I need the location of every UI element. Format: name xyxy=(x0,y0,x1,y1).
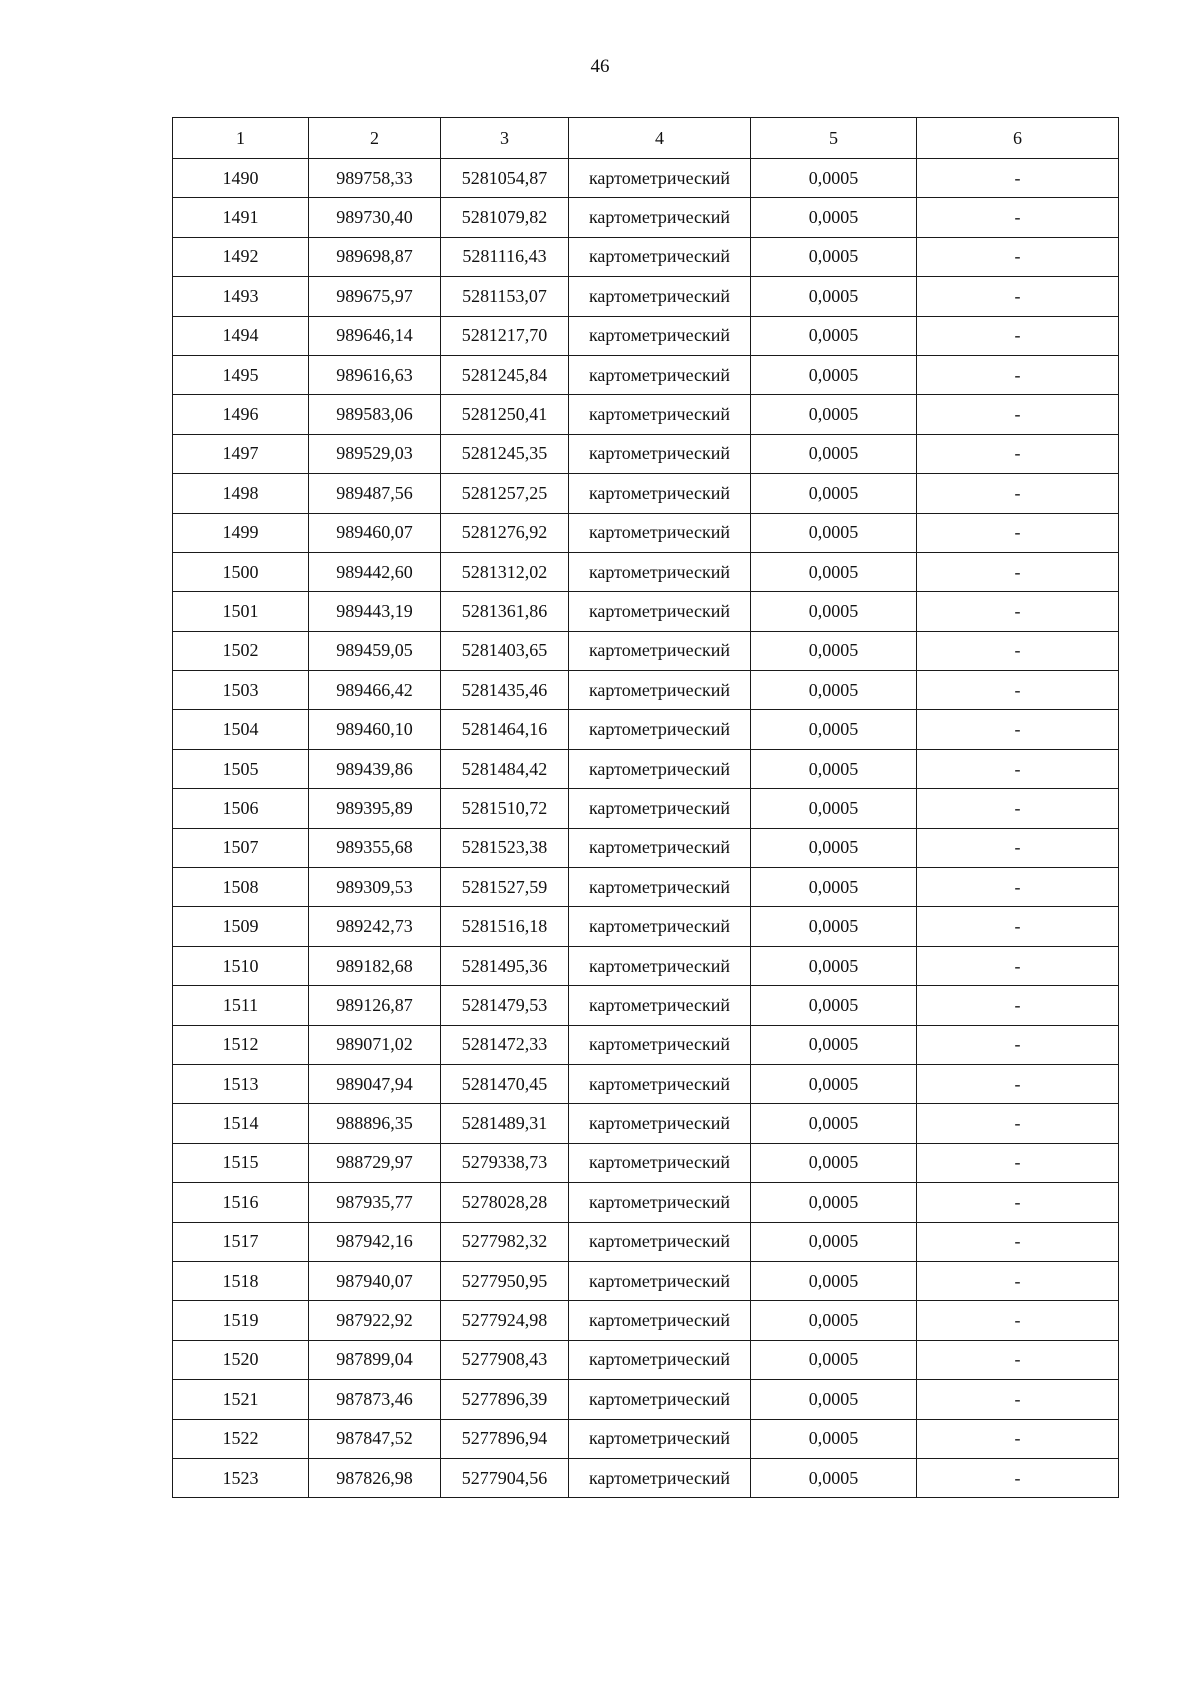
table-row xyxy=(173,1104,1119,1143)
accuracy-cell: 0,0005 xyxy=(751,1380,917,1419)
accuracy-cell: 0,0005 xyxy=(751,1064,917,1103)
accuracy-cell: 0,0005 xyxy=(751,671,917,710)
table-row xyxy=(173,1143,1119,1182)
table-row xyxy=(173,1025,1119,1064)
y-coordinate-cell: 5281217,70 xyxy=(441,316,569,355)
x-coordinate-cell: 989583,06 xyxy=(309,395,441,434)
x-coordinate-cell: 989460,10 xyxy=(309,710,441,749)
x-coordinate-cell: 989071,02 xyxy=(309,1025,441,1064)
coordinates-table xyxy=(172,117,1119,1498)
accuracy-cell: 0,0005 xyxy=(751,198,917,237)
point-number-cell: 1505 xyxy=(173,749,309,788)
x-coordinate-cell: 989616,63 xyxy=(309,355,441,394)
method-cell: картометрический xyxy=(569,159,751,198)
point-number-cell: 1503 xyxy=(173,671,309,710)
y-coordinate-cell: 5281250,41 xyxy=(441,395,569,434)
x-coordinate-cell: 989460,07 xyxy=(309,513,441,552)
point-number-cell: 1495 xyxy=(173,355,309,394)
table-row xyxy=(173,395,1119,434)
method-cell: картометрический xyxy=(569,316,751,355)
method-cell: картометрический xyxy=(569,1419,751,1458)
x-coordinate-cell: 989442,60 xyxy=(309,552,441,591)
table-row xyxy=(173,1380,1119,1419)
table-row xyxy=(173,1419,1119,1458)
point-number-cell: 1522 xyxy=(173,1419,309,1458)
method-cell: картометрический xyxy=(569,1301,751,1340)
y-coordinate-cell: 5281527,59 xyxy=(441,868,569,907)
note-cell: - xyxy=(917,671,1119,710)
point-number-cell: 1490 xyxy=(173,159,309,198)
point-number-cell: 1497 xyxy=(173,434,309,473)
y-coordinate-cell: 5277896,39 xyxy=(441,1380,569,1419)
y-coordinate-cell: 5281079,82 xyxy=(441,198,569,237)
x-coordinate-cell: 989646,14 xyxy=(309,316,441,355)
note-cell: - xyxy=(917,868,1119,907)
accuracy-cell: 0,0005 xyxy=(751,316,917,355)
table-row xyxy=(173,1222,1119,1261)
method-cell: картометрический xyxy=(569,513,751,552)
y-coordinate-cell: 5281361,86 xyxy=(441,592,569,631)
accuracy-cell: 0,0005 xyxy=(751,1104,917,1143)
method-cell: картометрический xyxy=(569,710,751,749)
note-cell: - xyxy=(917,237,1119,276)
point-number-cell: 1494 xyxy=(173,316,309,355)
point-number-cell: 1519 xyxy=(173,1301,309,1340)
y-coordinate-cell: 5278028,28 xyxy=(441,1183,569,1222)
y-coordinate-cell: 5281479,53 xyxy=(441,986,569,1025)
method-cell: картометрический xyxy=(569,1222,751,1261)
note-cell: - xyxy=(917,1222,1119,1261)
note-cell: - xyxy=(917,159,1119,198)
point-number-cell: 1504 xyxy=(173,710,309,749)
x-coordinate-cell: 987940,07 xyxy=(309,1261,441,1300)
x-coordinate-cell: 989466,42 xyxy=(309,671,441,710)
point-number-cell: 1515 xyxy=(173,1143,309,1182)
method-cell: картометрический xyxy=(569,198,751,237)
note-cell: - xyxy=(917,198,1119,237)
table-row xyxy=(173,592,1119,631)
x-coordinate-cell: 989675,97 xyxy=(309,277,441,316)
method-cell: картометрический xyxy=(569,434,751,473)
note-cell: - xyxy=(917,1143,1119,1182)
method-cell: картометрический xyxy=(569,1025,751,1064)
table-row xyxy=(173,1301,1119,1340)
note-cell: - xyxy=(917,1380,1119,1419)
table-row xyxy=(173,552,1119,591)
method-cell: картометрический xyxy=(569,828,751,867)
note-cell: - xyxy=(917,1458,1119,1497)
y-coordinate-cell: 5281245,35 xyxy=(441,434,569,473)
method-cell: картометрический xyxy=(569,237,751,276)
accuracy-cell: 0,0005 xyxy=(751,1222,917,1261)
point-number-cell: 1518 xyxy=(173,1261,309,1300)
table-row xyxy=(173,907,1119,946)
column-header: 4 xyxy=(569,118,751,159)
column-header: 6 xyxy=(917,118,1119,159)
table-row xyxy=(173,1064,1119,1103)
y-coordinate-cell: 5281523,38 xyxy=(441,828,569,867)
column-header: 5 xyxy=(751,118,917,159)
table-row xyxy=(173,749,1119,788)
x-coordinate-cell: 987899,04 xyxy=(309,1340,441,1379)
note-cell: - xyxy=(917,828,1119,867)
y-coordinate-cell: 5281484,42 xyxy=(441,749,569,788)
table-row xyxy=(173,671,1119,710)
accuracy-cell: 0,0005 xyxy=(751,434,917,473)
table-row xyxy=(173,986,1119,1025)
point-number-cell: 1498 xyxy=(173,474,309,513)
method-cell: картометрический xyxy=(569,1261,751,1300)
y-coordinate-cell: 5281116,43 xyxy=(441,237,569,276)
accuracy-cell: 0,0005 xyxy=(751,1458,917,1497)
method-cell: картометрический xyxy=(569,749,751,788)
accuracy-cell: 0,0005 xyxy=(751,1340,917,1379)
y-coordinate-cell: 5277924,98 xyxy=(441,1301,569,1340)
y-coordinate-cell: 5279338,73 xyxy=(441,1143,569,1182)
y-coordinate-cell: 5281472,33 xyxy=(441,1025,569,1064)
point-number-cell: 1513 xyxy=(173,1064,309,1103)
x-coordinate-cell: 987935,77 xyxy=(309,1183,441,1222)
point-number-cell: 1512 xyxy=(173,1025,309,1064)
y-coordinate-cell: 5281464,16 xyxy=(441,710,569,749)
note-cell: - xyxy=(917,1104,1119,1143)
point-number-cell: 1502 xyxy=(173,631,309,670)
point-number-cell: 1523 xyxy=(173,1458,309,1497)
page-number: 46 xyxy=(590,56,610,77)
y-coordinate-cell: 5281516,18 xyxy=(441,907,569,946)
accuracy-cell: 0,0005 xyxy=(751,159,917,198)
method-cell: картометрический xyxy=(569,1064,751,1103)
note-cell: - xyxy=(917,749,1119,788)
point-number-cell: 1499 xyxy=(173,513,309,552)
table-header-row xyxy=(173,118,1119,159)
x-coordinate-cell: 987847,52 xyxy=(309,1419,441,1458)
accuracy-cell: 0,0005 xyxy=(751,1183,917,1222)
table-row xyxy=(173,474,1119,513)
method-cell: картометрический xyxy=(569,868,751,907)
method-cell: картометрический xyxy=(569,1104,751,1143)
note-cell: - xyxy=(917,1261,1119,1300)
y-coordinate-cell: 5277904,56 xyxy=(441,1458,569,1497)
x-coordinate-cell: 989047,94 xyxy=(309,1064,441,1103)
method-cell: картометрический xyxy=(569,1380,751,1419)
x-coordinate-cell: 989395,89 xyxy=(309,789,441,828)
accuracy-cell: 0,0005 xyxy=(751,1301,917,1340)
y-coordinate-cell: 5281470,45 xyxy=(441,1064,569,1103)
x-coordinate-cell: 989355,68 xyxy=(309,828,441,867)
note-cell: - xyxy=(917,631,1119,670)
accuracy-cell: 0,0005 xyxy=(751,789,917,828)
note-cell: - xyxy=(917,513,1119,552)
note-cell: - xyxy=(917,1183,1119,1222)
table-row xyxy=(173,868,1119,907)
note-cell: - xyxy=(917,316,1119,355)
x-coordinate-cell: 989758,33 xyxy=(309,159,441,198)
y-coordinate-cell: 5281403,65 xyxy=(441,631,569,670)
point-number-cell: 1493 xyxy=(173,277,309,316)
table-row xyxy=(173,159,1119,198)
accuracy-cell: 0,0005 xyxy=(751,868,917,907)
method-cell: картометрический xyxy=(569,1143,751,1182)
y-coordinate-cell: 5281312,02 xyxy=(441,552,569,591)
method-cell: картометрический xyxy=(569,1458,751,1497)
x-coordinate-cell: 989529,03 xyxy=(309,434,441,473)
table-row xyxy=(173,277,1119,316)
accuracy-cell: 0,0005 xyxy=(751,592,917,631)
note-cell: - xyxy=(917,474,1119,513)
y-coordinate-cell: 5281054,87 xyxy=(441,159,569,198)
note-cell: - xyxy=(917,395,1119,434)
method-cell: картометрический xyxy=(569,355,751,394)
note-cell: - xyxy=(917,1301,1119,1340)
note-cell: - xyxy=(917,986,1119,1025)
point-number-cell: 1508 xyxy=(173,868,309,907)
point-number-cell: 1496 xyxy=(173,395,309,434)
x-coordinate-cell: 987922,92 xyxy=(309,1301,441,1340)
method-cell: картометрический xyxy=(569,395,751,434)
point-number-cell: 1500 xyxy=(173,552,309,591)
point-number-cell: 1510 xyxy=(173,946,309,985)
x-coordinate-cell: 988896,35 xyxy=(309,1104,441,1143)
y-coordinate-cell: 5281245,84 xyxy=(441,355,569,394)
accuracy-cell: 0,0005 xyxy=(751,277,917,316)
point-number-cell: 1506 xyxy=(173,789,309,828)
accuracy-cell: 0,0005 xyxy=(751,1025,917,1064)
note-cell: - xyxy=(917,710,1119,749)
accuracy-cell: 0,0005 xyxy=(751,237,917,276)
accuracy-cell: 0,0005 xyxy=(751,907,917,946)
point-number-cell: 1517 xyxy=(173,1222,309,1261)
table-row xyxy=(173,316,1119,355)
table-row xyxy=(173,789,1119,828)
point-number-cell: 1492 xyxy=(173,237,309,276)
accuracy-cell: 0,0005 xyxy=(751,1261,917,1300)
accuracy-cell: 0,0005 xyxy=(751,513,917,552)
y-coordinate-cell: 5281257,25 xyxy=(441,474,569,513)
y-coordinate-cell: 5277950,95 xyxy=(441,1261,569,1300)
note-cell: - xyxy=(917,1064,1119,1103)
y-coordinate-cell: 5281153,07 xyxy=(441,277,569,316)
table-row xyxy=(173,434,1119,473)
method-cell: картометрический xyxy=(569,946,751,985)
point-number-cell: 1520 xyxy=(173,1340,309,1379)
table-row xyxy=(173,237,1119,276)
note-cell: - xyxy=(917,907,1119,946)
note-cell: - xyxy=(917,355,1119,394)
method-cell: картометрический xyxy=(569,631,751,670)
column-header: 3 xyxy=(441,118,569,159)
accuracy-cell: 0,0005 xyxy=(751,552,917,591)
x-coordinate-cell: 989698,87 xyxy=(309,237,441,276)
table-row xyxy=(173,1458,1119,1497)
method-cell: картометрический xyxy=(569,592,751,631)
table-row xyxy=(173,710,1119,749)
accuracy-cell: 0,0005 xyxy=(751,395,917,434)
x-coordinate-cell: 989439,86 xyxy=(309,749,441,788)
table-row xyxy=(173,198,1119,237)
y-coordinate-cell: 5281276,92 xyxy=(441,513,569,552)
column-header: 2 xyxy=(309,118,441,159)
accuracy-cell: 0,0005 xyxy=(751,1143,917,1182)
accuracy-cell: 0,0005 xyxy=(751,946,917,985)
note-cell: - xyxy=(917,434,1119,473)
x-coordinate-cell: 989730,40 xyxy=(309,198,441,237)
x-coordinate-cell: 988729,97 xyxy=(309,1143,441,1182)
method-cell: картометрический xyxy=(569,1340,751,1379)
y-coordinate-cell: 5277908,43 xyxy=(441,1340,569,1379)
accuracy-cell: 0,0005 xyxy=(751,631,917,670)
note-cell: - xyxy=(917,1340,1119,1379)
y-coordinate-cell: 5281435,46 xyxy=(441,671,569,710)
table-row xyxy=(173,631,1119,670)
accuracy-cell: 0,0005 xyxy=(751,355,917,394)
point-number-cell: 1514 xyxy=(173,1104,309,1143)
table-body xyxy=(173,118,1119,1498)
x-coordinate-cell: 989443,19 xyxy=(309,592,441,631)
x-coordinate-cell: 989487,56 xyxy=(309,474,441,513)
point-number-cell: 1491 xyxy=(173,198,309,237)
accuracy-cell: 0,0005 xyxy=(751,710,917,749)
accuracy-cell: 0,0005 xyxy=(751,828,917,867)
x-coordinate-cell: 989459,05 xyxy=(309,631,441,670)
note-cell: - xyxy=(917,552,1119,591)
x-coordinate-cell: 989126,87 xyxy=(309,986,441,1025)
accuracy-cell: 0,0005 xyxy=(751,474,917,513)
column-header: 1 xyxy=(173,118,309,159)
method-cell: картометрический xyxy=(569,474,751,513)
y-coordinate-cell: 5277982,32 xyxy=(441,1222,569,1261)
note-cell: - xyxy=(917,277,1119,316)
table-row xyxy=(173,1340,1119,1379)
table-row xyxy=(173,1261,1119,1300)
note-cell: - xyxy=(917,1419,1119,1458)
point-number-cell: 1501 xyxy=(173,592,309,631)
note-cell: - xyxy=(917,592,1119,631)
table-row xyxy=(173,828,1119,867)
y-coordinate-cell: 5277896,94 xyxy=(441,1419,569,1458)
x-coordinate-cell: 989309,53 xyxy=(309,868,441,907)
x-coordinate-cell: 987826,98 xyxy=(309,1458,441,1497)
accuracy-cell: 0,0005 xyxy=(751,749,917,788)
x-coordinate-cell: 989242,73 xyxy=(309,907,441,946)
table-row xyxy=(173,1183,1119,1222)
table-row xyxy=(173,355,1119,394)
method-cell: картометрический xyxy=(569,907,751,946)
point-number-cell: 1509 xyxy=(173,907,309,946)
y-coordinate-cell: 5281495,36 xyxy=(441,946,569,985)
x-coordinate-cell: 987942,16 xyxy=(309,1222,441,1261)
y-coordinate-cell: 5281489,31 xyxy=(441,1104,569,1143)
method-cell: картометрический xyxy=(569,789,751,828)
note-cell: - xyxy=(917,1025,1119,1064)
x-coordinate-cell: 987873,46 xyxy=(309,1380,441,1419)
point-number-cell: 1507 xyxy=(173,828,309,867)
method-cell: картометрический xyxy=(569,986,751,1025)
method-cell: картометрический xyxy=(569,671,751,710)
note-cell: - xyxy=(917,946,1119,985)
note-cell: - xyxy=(917,789,1119,828)
accuracy-cell: 0,0005 xyxy=(751,986,917,1025)
method-cell: картометрический xyxy=(569,552,751,591)
point-number-cell: 1511 xyxy=(173,986,309,1025)
accuracy-cell: 0,0005 xyxy=(751,1419,917,1458)
x-coordinate-cell: 989182,68 xyxy=(309,946,441,985)
table-row xyxy=(173,513,1119,552)
y-coordinate-cell: 5281510,72 xyxy=(441,789,569,828)
table-row xyxy=(173,946,1119,985)
method-cell: картометрический xyxy=(569,1183,751,1222)
method-cell: картометрический xyxy=(569,277,751,316)
point-number-cell: 1516 xyxy=(173,1183,309,1222)
point-number-cell: 1521 xyxy=(173,1380,309,1419)
